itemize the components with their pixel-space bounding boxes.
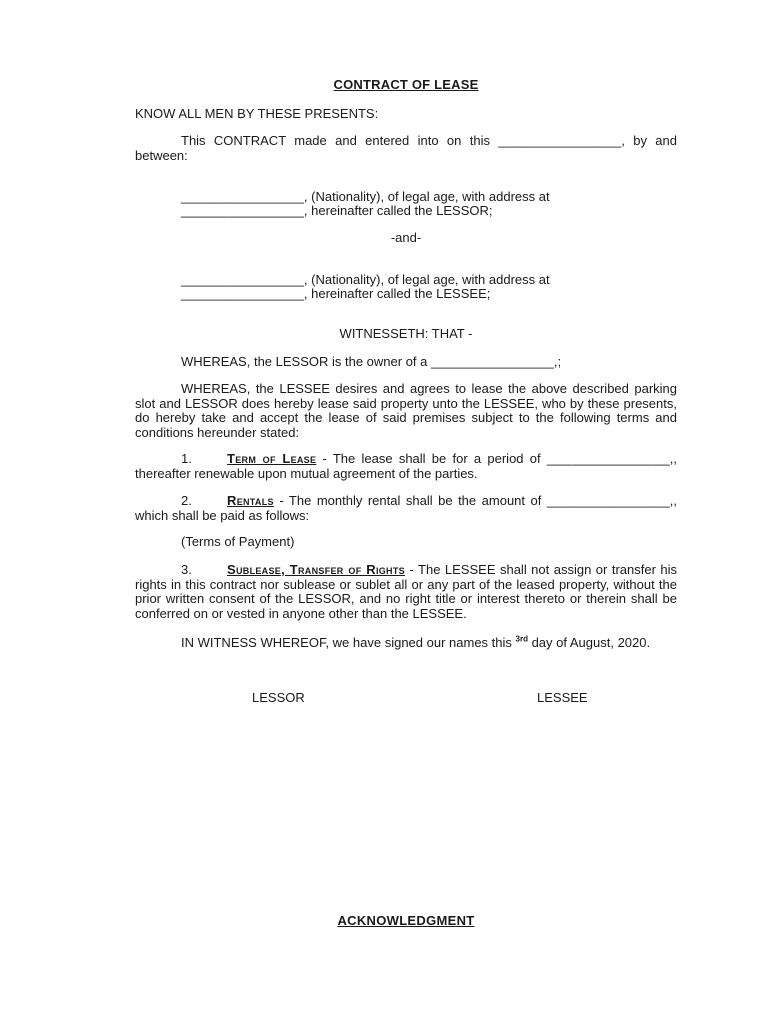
witness-day-ordinal: 3rd (515, 634, 528, 644)
whereas-paragraph-2: WHEREAS, the LESSEE desires and agrees to lease the above described parking slot and LESSOR does hereby lease said property unto the LESSEE, who by these presents, do hereby take and accept the lease of said premises subject to the following terms and conditions hereunder stated: (135, 381, 677, 440)
lessor-signature-label: LESSOR (252, 690, 305, 705)
witnesseth-heading: WITNESSETH: THAT - (339, 326, 473, 341)
clause-number: 1. (181, 451, 192, 466)
lessee-party-line2: _________________, hereinafter called the LESSEE; (181, 286, 491, 301)
intro-paragraph: This CONTRACT made and entered into on this _________________, by and between: (135, 133, 677, 163)
witness-text-before: IN WITNESS WHEREOF, we have signed our names this (181, 635, 516, 650)
clause-heading: Rentals (227, 493, 274, 508)
clause-sublease (135, 563, 677, 621)
witness-text-after: day of August, 2020. (527, 635, 651, 650)
opening-line: KNOW ALL MEN BY THESE PRESENTS: (135, 106, 379, 121)
clause-heading: Term of Lease (227, 451, 317, 466)
and-separator: -and- (390, 230, 422, 245)
clause-term-of-lease (135, 452, 677, 481)
clause-number: 2. (181, 493, 192, 508)
acknowledgment-heading: ACKNOWLEDGMENT (337, 913, 475, 928)
clause-number: 3. (181, 562, 192, 577)
clause-text: - The monthly rental shall be the amount of _________________,, which shall be paid as follows: (135, 493, 677, 523)
lessee-signature-label: LESSEE (537, 690, 588, 705)
clause-rentals (135, 494, 677, 523)
clause-text: - The LESSEE shall not assign or transfer his rights in this contract nor sublease or sublet all or any part of the leased property, without the prior written consent of the LESSOR, and no right title or interest thereto or therein shall be conferred on or vested in anyone other than the LESSEE. (135, 562, 677, 621)
lessor-party-line2: _________________, hereinafter called the LESSOR; (181, 203, 493, 218)
terms-of-payment: (Terms of Payment) (181, 534, 295, 549)
lessee-party-line1: _________________, (Nationality), of legal age, with address at (181, 272, 550, 287)
document-title: CONTRACT OF LEASE (333, 77, 479, 92)
clause-heading: Sublease, Transfer of Rights (227, 562, 405, 577)
clause-text: - The lease shall be for a period of _________________,, thereafter renewable upon mutual agreement of the parties. (135, 451, 677, 481)
witness-paragraph (135, 636, 677, 651)
whereas-paragraph-1: WHEREAS, the LESSOR is the owner of a _________________,; (181, 354, 562, 369)
lessor-party-line1: _________________, (Nationality), of legal age, with address at (181, 189, 550, 204)
